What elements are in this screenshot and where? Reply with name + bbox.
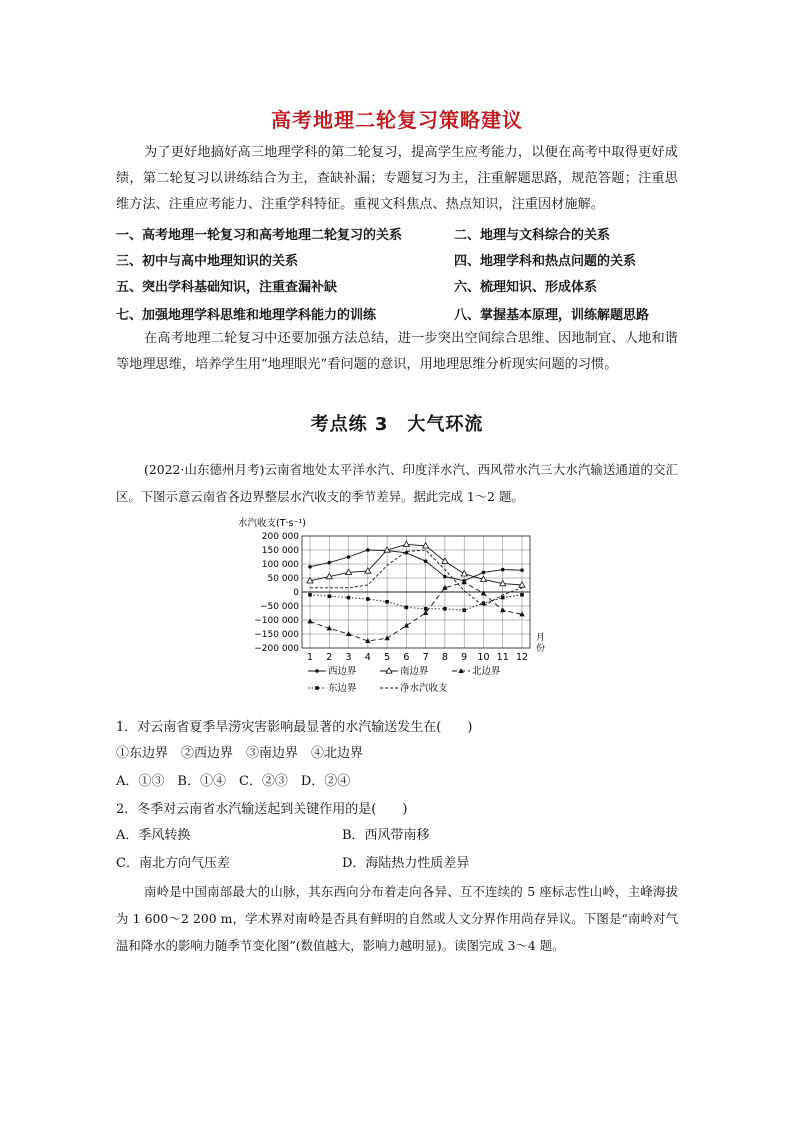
point-marker <box>443 607 447 611</box>
relation-6: 六、梳理知识、形成体系 <box>454 280 598 295</box>
intro-paragraph: 为了更好地搞好高三地理学科的第二轮复习，提高学生应考能力，以便在高考中取得更好成绩，第二轮复习以讲练结合为主，查缺补漏；专题复习为主，注重解题思路，规范答题；注重思维方法、注重应考能力、注重学科特征。重视文科焦点、热点知识，注重因材施解。 <box>116 145 678 212</box>
point-marker <box>403 541 409 546</box>
x-tick-label: 6 <box>403 652 410 663</box>
x-tick-label: 9 <box>461 652 468 663</box>
chart-axes <box>302 536 530 648</box>
point-marker <box>307 618 312 623</box>
point-marker <box>462 608 466 612</box>
question-2-choice-a: A．季风转换 <box>116 828 191 843</box>
point-marker <box>327 561 331 565</box>
y-tick-label: 0 <box>293 588 299 598</box>
question-2: 2．冬季对云南省水汽输送起到关键作用的是( ) <box>116 802 408 817</box>
relation-7: 七、加强地理学科思维和地理学科能力的训练 <box>116 308 377 323</box>
point-marker <box>424 607 428 611</box>
point-marker <box>315 686 319 690</box>
point-marker <box>384 635 389 640</box>
series-东边界 <box>308 593 524 612</box>
relation-5: 五、突出学科基础知识，注重查漏补缺 <box>116 280 338 295</box>
x-tick-labels <box>307 652 528 663</box>
x-tick-label: 5 <box>384 652 391 663</box>
x-tick-label: 1 <box>306 652 314 663</box>
x-tick-label: 7 <box>422 652 429 663</box>
question-2-choice-d: D．海陆热力性质差异 <box>342 856 470 871</box>
point-marker <box>520 593 524 597</box>
passage-2: 南岭是中国南部最大的山脉，其东西向分布着走向各异、互不连续的 5 座标志性山岭，主峰海拔为 1 600～2 200 m，学术界对南岭是否具有鲜明的自然或人文分界作用尚存异议。下图是“南岭对气温和降水的影响力随季节变化图”(数值越大，影响力越明显)。读图完成 3～4 题。 <box>116 884 678 953</box>
series-line <box>310 550 522 581</box>
relation-2: 二、地理与文科综合的关系 <box>454 228 611 243</box>
point-marker <box>308 565 312 569</box>
x-tick-label: 4 <box>364 652 371 663</box>
series-西边界 <box>308 548 524 582</box>
x-unit-bottom: 份 <box>536 644 546 654</box>
relation-8: 八、掌握基本原理，训练解题思路 <box>454 308 650 323</box>
legend-item <box>308 682 357 694</box>
question-2-choice-c: C．南北方向气压差 <box>116 856 230 871</box>
x-tick-label: 10 <box>477 652 490 663</box>
y-axis-label: 水汽收支(T·s⁻¹) <box>238 518 307 529</box>
point-marker <box>500 607 505 612</box>
series-line <box>310 582 522 641</box>
point-marker <box>386 668 392 673</box>
question-2-choice-b: B．西风带南移 <box>342 828 430 843</box>
y-tick-label: −150 000 <box>254 630 299 640</box>
y-tick-label: 200 000 <box>261 532 299 542</box>
legend-item <box>380 682 448 694</box>
point-marker <box>443 575 447 579</box>
point-marker <box>404 623 409 628</box>
point-marker <box>347 596 351 600</box>
relation-1: 一、高考地理一轮复习和高考地理二轮复习的关系 <box>116 228 403 243</box>
point-marker <box>458 668 463 673</box>
y-tick-label: 100 000 <box>261 560 299 570</box>
relation-3: 三、初中与高中地理知识的关系 <box>116 254 299 269</box>
point-marker <box>308 593 312 597</box>
point-marker <box>347 555 351 559</box>
point-marker <box>481 590 486 595</box>
doc-title: 高考地理二轮复习策略建议 <box>271 108 523 132</box>
point-marker <box>442 558 448 563</box>
point-marker <box>366 597 370 601</box>
relation-4: 四、地理学科和热点问题的关系 <box>454 254 637 269</box>
x-tick-label: 3 <box>345 652 352 663</box>
point-marker <box>366 548 370 552</box>
x-tick-label: 8 <box>441 652 448 663</box>
y-tick-label: −200 000 <box>254 644 299 654</box>
legend-label: 北边界 <box>472 666 501 677</box>
point-marker <box>346 631 351 636</box>
question-1-options: ①东边界 ②西边界 ③南边界 ④北边界 <box>116 746 364 761</box>
point-marker <box>385 600 389 604</box>
series-北边界 <box>307 579 524 643</box>
y-tick-labels <box>254 532 299 654</box>
legend-label: 西边界 <box>328 666 357 677</box>
passage-1: (2022·山东德州月考)云南省地处太平洋水汽、印度洋水汽、西风带水汽三大水汽输送通道的交汇区。下图示意云南省各边界整层水汽收支的季节差异。据此完成 1～2 题。 <box>116 462 678 504</box>
point-marker <box>520 568 524 572</box>
legend-item <box>452 665 501 677</box>
x-tick-label: 12 <box>515 652 529 663</box>
point-marker <box>327 594 331 598</box>
point-marker <box>424 559 428 563</box>
point-marker <box>461 571 467 576</box>
point-marker <box>482 571 486 575</box>
legend-label: 东边界 <box>328 683 357 694</box>
y-tick-label: −100 000 <box>254 616 299 626</box>
point-marker <box>315 669 319 673</box>
chart-legend <box>308 665 501 694</box>
water-vapor-chart <box>236 512 556 702</box>
y-tick-label: −50 000 <box>259 602 299 612</box>
x-unit-top: 月 <box>536 633 546 643</box>
point-marker <box>501 596 505 600</box>
y-tick-label: 150 000 <box>261 546 299 556</box>
x-tick-label: 2 <box>326 652 333 663</box>
series-line <box>310 544 522 585</box>
legend-label: 净水汽收支 <box>400 683 448 694</box>
closing-paragraph: 在高考地理二轮复习中还要加强方法总结，进一步突出空间综合思维、因地制宜、人地和谐等地理思维，培养学生用“地理眼光”看问题的意识，用地理思维分析现实问题的习惯。 <box>116 331 678 372</box>
legend-item <box>380 665 429 677</box>
point-marker <box>405 606 409 610</box>
legend-item <box>308 665 357 677</box>
legend-label: 南边界 <box>400 666 429 677</box>
section-title: 考点练 3 大气环流 <box>310 414 484 435</box>
question-1: 1．对云南省夏季旱涝灾害影响最显著的水汽输送发生在( ) <box>116 720 473 735</box>
question-1-choices: A．①③ B．①④ C．②③ D．②④ <box>116 774 351 789</box>
x-tick-label: 11 <box>496 652 509 663</box>
y-tick-label: 50 000 <box>267 574 299 584</box>
point-marker <box>501 568 505 572</box>
